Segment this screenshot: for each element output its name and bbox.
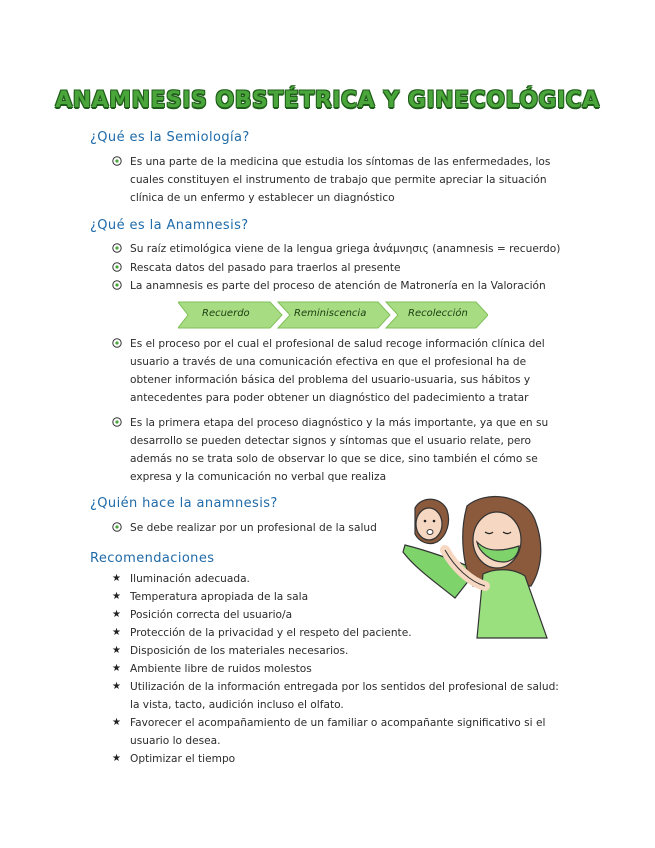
heading-semiologia: ¿Qué es la Semiología? (90, 130, 250, 145)
list-item: Es una parte de la medicina que estudia los síntomas de las enfermedades, los cuales constituyen el instrumento de trabajo que permite apreciar la situación clínica de un enfermo y establecer un diagnóstico (112, 153, 567, 207)
heading-quien: ¿Quién hace la anamnesis? (90, 496, 278, 511)
heading-anamnesis: ¿Qué es la Anamnesis? (90, 218, 249, 233)
star-icon: ★ (112, 645, 121, 656)
list-item: ★ Protección de la privacidad y el respeto del paciente. (112, 624, 567, 642)
green-dot-flower-icon (112, 156, 122, 166)
green-dot-flower-icon (112, 262, 122, 272)
process-diagram (178, 300, 488, 330)
list-item: Es la primera etapa del proceso diagnóstico y la más importante, ya que en su desarrollo se pueden detectar signos y síntomas que el usuario relate, pero además no se trata solo de observar lo que se dice, sino también el cómo se expresa y la comunicación no verbal que realiza (112, 414, 567, 486)
process-label-recoleccion: Recolección (408, 308, 468, 319)
green-dot-flower-icon (112, 280, 122, 290)
green-dot-flower-icon (112, 243, 122, 253)
page-title: ANAMNESIS OBSTÉTRICA Y GINECOLÓGICA (55, 88, 600, 113)
green-dot-flower-icon (112, 522, 122, 532)
list-item: ★ Favorecer el acompañamiento de un familiar o acompañante significativo si el usuario lo desea. (112, 714, 567, 750)
heading-recomendaciones: Recomendaciones (90, 551, 215, 566)
list-item: ★ Optimizar el tiempo (112, 750, 567, 768)
green-dot-flower-icon (112, 338, 122, 348)
list-item: ★ Posición correcta del usuario/a (112, 606, 412, 624)
list-item: Se debe realizar por un profesional de la salud (112, 519, 382, 537)
star-icon: ★ (112, 573, 121, 584)
process-label-reminiscencia: Reminiscencia (294, 308, 367, 319)
list-item: ★ Ambiente libre de ruidos molestos (112, 660, 567, 678)
star-icon: ★ (112, 717, 121, 728)
list-item: Rescata datos del pasado para traerlos al presente (112, 259, 567, 277)
list-item: La anamnesis es parte del proceso de atención de Matronería en la Valoración (112, 277, 567, 295)
list-item: Es el proceso por el cual el profesional de salud recoge información clínica del usuario a través de una comunicación efectiva en que el profesional ha de obtener información básica del problema del usuario-usuaria, sus hábitos y antecedentes para poder obtener un diagnóstico del padecimiento a tratar (112, 335, 567, 407)
star-icon: ★ (112, 591, 121, 602)
list-item: ★ Iluminación adecuada. (112, 570, 412, 588)
green-dot-flower-icon (112, 417, 122, 427)
list-item: ★ Temperatura apropiada de la sala (112, 588, 412, 606)
star-icon: ★ (112, 681, 121, 692)
process-label-recuerdo: Recuerdo (202, 308, 250, 319)
list-item: ★ Utilización de la información entregada por los sentidos del profesional de salud: la vista, tacto, audición incluso el olfato. (112, 678, 567, 714)
star-icon: ★ (112, 609, 121, 620)
list-item: Su raíz etimológica viene de la lengua griega ἀνάμνησις (anamnesis = recuerdo) (112, 240, 567, 258)
list-item: ★ Disposición de los materiales necesarios. (112, 642, 567, 660)
star-icon: ★ (112, 627, 121, 638)
star-icon: ★ (112, 663, 121, 674)
star-icon: ★ (112, 753, 121, 764)
